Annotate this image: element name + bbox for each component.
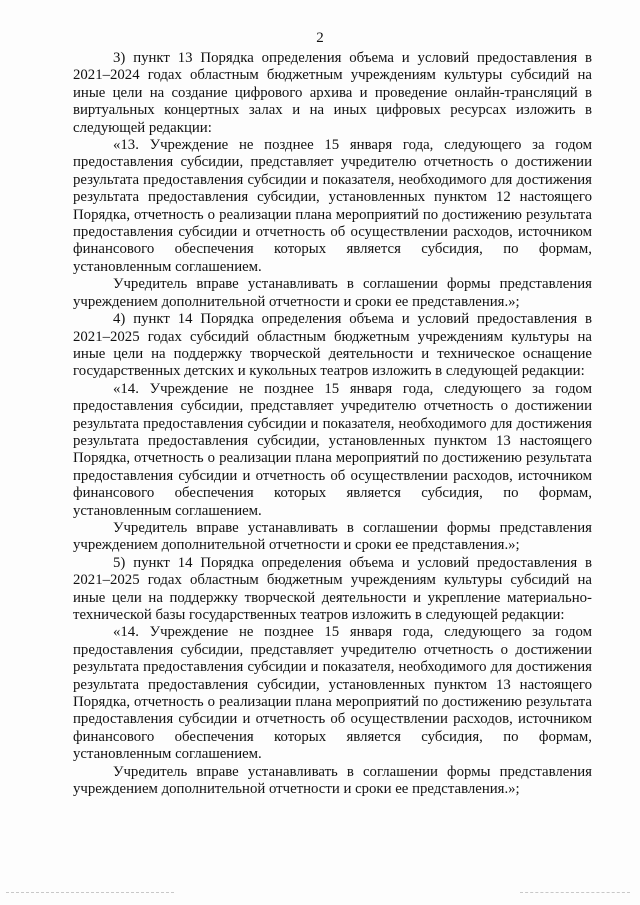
- paragraph-founder-right: Учредитель вправе устанавливать в соглашении формы представления учреждением дополнительной отчетности и сроки ее представления.»;: [73, 763, 592, 798]
- paragraph-item-4: 4) пункт 14 Порядка определения объема и условий предоставления в 2021–2025 годах субсидий областным бюджетным учреждениям культуры на иные цели на поддержку творческой деятельности и техническое оснащение государственных детских и кукольных театров изложить в следующей редакции:: [73, 311, 592, 380]
- paragraph-item-3: 3) пункт 13 Порядка определения объема и условий предоставления в 2021–2024 годах областным бюджетным учреждениям культуры субсидий на иные цели на создание цифрового архива и проведение онлайн-трансляций в виртуальных концертных залах и на иных цифровых ресурсах изложить в следующей редакции:: [73, 50, 592, 136]
- footer-dashed-line: [6, 892, 174, 893]
- paragraph-founder-right: Учредитель вправе устанавливать в соглашении формы представления учреждением дополнительной отчетности и сроки ее представления.»;: [73, 276, 592, 310]
- document-body: [73, 50, 592, 798]
- page-number: 2: [316, 30, 324, 46]
- paragraph-item-5: 5) пункт 14 Порядка определения объема и условий предоставления в 2021–2025 годах областным бюджетным учреждениям культуры субсидий на иные цели на поддержку творческой деятельности и укрепление материально-технической базы государственных театров изложить в следующей редакции:: [73, 554, 592, 623]
- paragraph-quote-14: «14. Учреждение не позднее 15 января года, следующего за годом предоставления субсидии, представляет учредителю отчетность о достижении результата предоставления субсидии и показателя, необходимого для достижения результата предоставления субсидии, установленных пунктом 13 настоящего Порядка, отчетность о реализации плана мероприятий по достижению результата предоставления субсидии и отчетность об осуществлении расходов, источником финансового обеспечения которых является субсидия, по формам, установленным соглашением.: [73, 380, 592, 519]
- footer-dashed-line: [520, 892, 630, 893]
- paragraph-founder-right: Учредитель вправе устанавливать в соглашении формы представления учреждением дополнительной отчетности и сроки ее представления.»;: [73, 519, 592, 554]
- paragraph-quote-14: «14. Учреждение не позднее 15 января года, следующего за годом предоставления субсидии, представляет учредителю отчетность о достижении результата предоставления субсидии и показателя, необходимого для достижения результата предоставления субсидии, установленных пунктом 13 настоящего Порядка, отчетность о реализации плана мероприятий по достижению результата предоставления субсидии и отчетность об осуществлении расходов, источником финансового обеспечения которых является субсидия, по формам, установленным соглашением.: [73, 624, 592, 763]
- paragraph-quote-13: «13. Учреждение не позднее 15 января года, следующего за годом предоставления субсидии, представляет учредителю отчетность о достижении результата предоставления субсидии и показателя, необходимого для достижения результата предоставления субсидии, установленных пунктом 12 настоящего Порядка, отчетность о реализации плана мероприятий по достижению результата предоставления субсидии и отчетность об осуществлении расходов, источником финансового обеспечения которых является субсидия, по формам, установленным соглашением.: [73, 137, 592, 275]
